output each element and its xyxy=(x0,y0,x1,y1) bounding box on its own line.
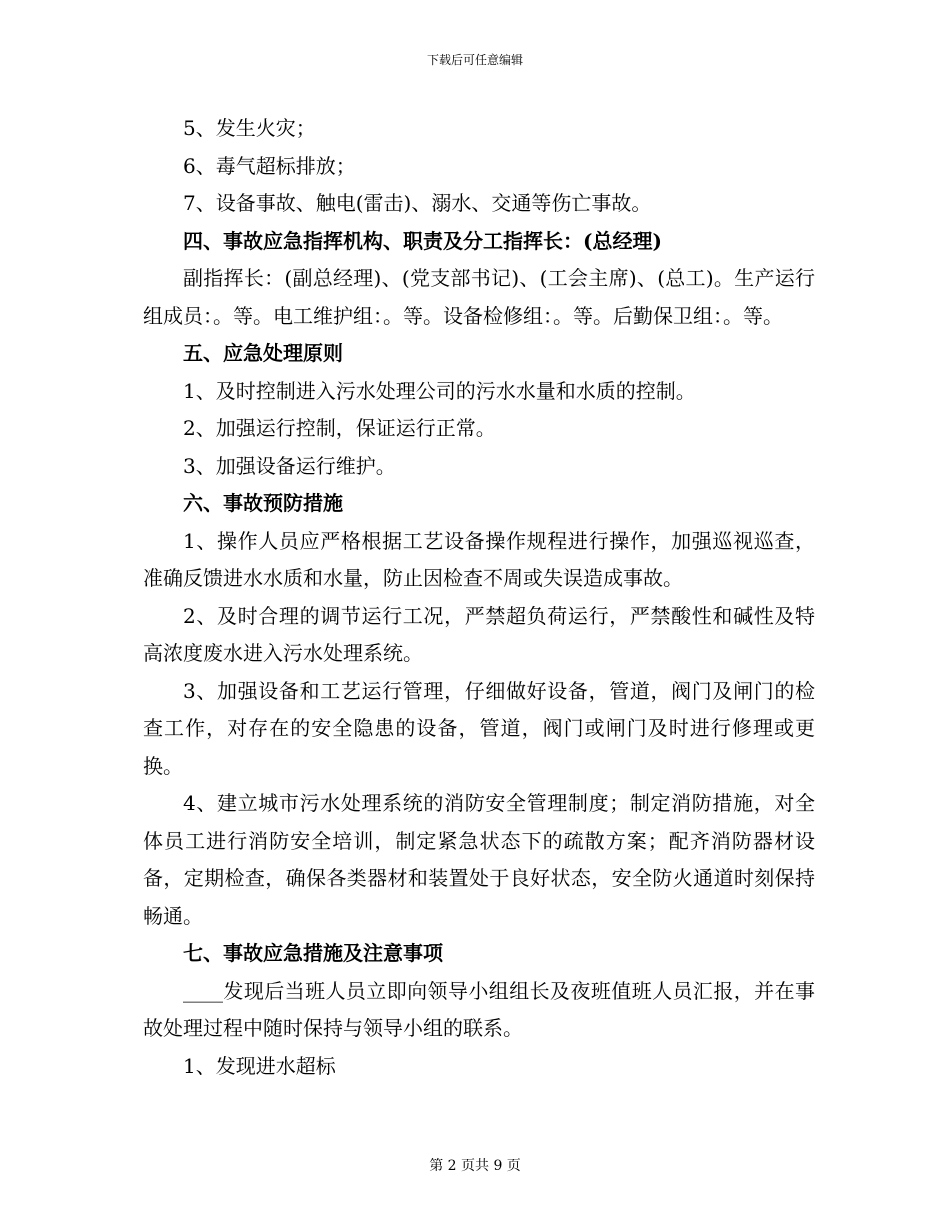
list-item-principle-3: 3、加强设备运行维护。 xyxy=(183,453,396,478)
document-body xyxy=(143,110,815,1085)
section-heading-principles: 五、应急处理原则 xyxy=(183,341,343,365)
section-heading-command: 四、事故应急指挥机构、职责及分工指挥长：(总经理) xyxy=(183,228,662,253)
list-item-principle-2: 2、加强运行控制，保证运行正常。 xyxy=(183,416,496,440)
paragraph-report-procedure: ____发现后当班人员立即向领导小组组长及夜班值班人员汇报，并在事故处理过程中随时保持与领导小组的联系。 xyxy=(143,978,815,1040)
list-item-equipment-accident: 7、设备事故、触电(雷击)、溺水、交通等伤亡事故。 xyxy=(183,191,652,215)
list-item-prevention-1: 1、操作人员应严格根据工艺设备操作规程进行操作，加强巡视巡查，准确反馈进水水质和水量，防止因检查不周或失误造成事故。 xyxy=(143,528,815,590)
list-item-prevention-4: 4、建立城市污水处理系统的消防安全管理制度；制定消防措施，对全体员工进行消防安全培训，制定紧急状态下的疏散方案；配齐消防器材设备，定期检查，确保各类器材和装置处于良好状态，安全防火通道时刻保持畅通。 xyxy=(143,791,815,928)
list-item-prevention-3: 3、加强设备和工艺运行管理，仔细做好设备，管道，阀门及闸门的检查工作，对存在的安全隐患的设备，管道，阀门或闸门及时进行修理或更换。 xyxy=(143,678,815,778)
section-heading-prevention: 六、事故预防措施 xyxy=(183,491,343,515)
list-item-inflow-exceeds: 1、发现进水超标 xyxy=(183,1053,336,1078)
list-item-fire: 5、发生火灾； xyxy=(183,116,316,140)
paragraph-command-members: 副指挥长：(副总经理)、(党支部书记)、(工会主席)、(总工)。生产运行组成员：。等。电工维护组：。等。设备检修组：。等。后勤保卫组：。等。 xyxy=(143,266,815,328)
list-item-prevention-2: 2、及时合理的调节运行工况，严禁超负荷运行，严禁酸性和碱性及特高浓度废水进入污水处理系统。 xyxy=(143,603,815,665)
page-number: 第 2 页共 9 页 xyxy=(429,1158,521,1174)
list-item-toxic-gas: 6、毒气超标排放； xyxy=(183,153,356,178)
list-item-principle-1: 1、及时控制进入污水处理公司的污水水量和水质的控制。 xyxy=(183,378,696,403)
page-header: 下载后可任意编辑 xyxy=(426,53,523,67)
section-heading-emergency-measures: 七、事故应急措施及注意事项 xyxy=(183,941,443,965)
